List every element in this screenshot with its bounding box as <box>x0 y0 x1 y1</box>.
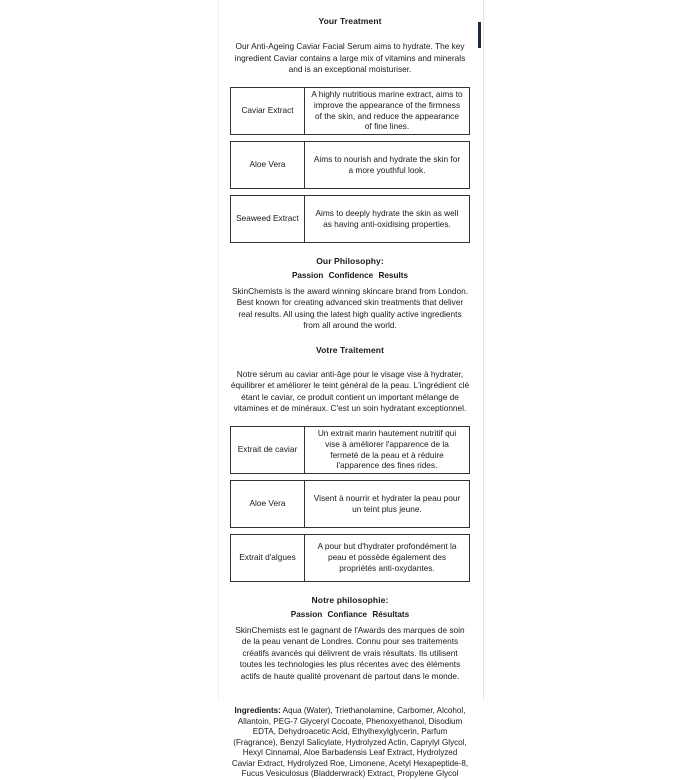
en-ingredient-caviar <box>230 87 470 135</box>
ingredient-desc: Un extrait marin hautement nutritif qui vise à améliorer l'apparence de la fermeté de la peau et à réduire l'apparence des fines rides. <box>317 427 457 471</box>
ingredient-name: Extrait d'algues <box>231 535 305 581</box>
en-philosophy-text: SkinChemists is the award winning skincare brand from London. Best known for creating advanced skin treatments that deliver real results. All using the latest high quality active ingredients from all around the world. <box>231 285 469 330</box>
edge-mark <box>478 22 481 48</box>
ingredient-desc: Visent à nourrir et hydrater la peau pour un teint plus jeune. <box>313 492 461 514</box>
en-title: Your Treatment <box>318 16 382 26</box>
ingredient-name: Caviar Extract <box>231 88 305 134</box>
leaflet-panel <box>230 10 470 780</box>
card-left-edge <box>218 0 219 700</box>
ingredient-name: Aloe Vera <box>231 142 305 188</box>
fr-philosophy-sub: Passion Confiance Résultats <box>290 609 410 619</box>
en-ingredient-seaweed <box>230 195 470 243</box>
ingredient-name: Seaweed Extract <box>231 196 305 242</box>
ingredient-name: Aloe Vera <box>231 481 305 527</box>
ingredients-label: Ingredients: <box>234 706 281 715</box>
ingredient-desc: A pour but d'hydrater profondément la peau et possède également des propriétés anti-oxydantes. <box>317 541 457 573</box>
fr-ingredient-algae <box>230 534 470 582</box>
en-philosophy-sub: Passion Confidence Results <box>291 270 409 280</box>
en-philosophy-title: Our Philosophy: <box>316 255 384 266</box>
ingredient-desc: Aims to nourish and hydrate the skin for a more youthful look. <box>313 153 461 175</box>
fr-philosophy-text: SkinChemists est le gagnant de l'Awards des marques de soin de la peau venant de Londres. Connu pour ses traitements créatifs avancés qui délivrent de vrais résultats. Ils utilisent toutes les technologies les plus récentes avec des éléments actifs de haute qualité provenant de partout dans le monde. <box>235 624 465 681</box>
ingredient-desc: Aims to deeply hydrate the skin as well as having anti-oxidising properties. <box>315 207 459 229</box>
en-ingredient-aloe <box>230 141 470 189</box>
fr-ingredient-aloe <box>230 480 470 528</box>
ingredient-name: Extrait de caviar <box>231 427 305 473</box>
fr-philosophy-title: Notre philosophie: <box>311 594 389 605</box>
en-intro: Our Anti-Ageing Caviar Facial Serum aims to hydrate. The key ingredient Caviar contains a large mix of vitamins and minerals and is an exceptional moisturiser. <box>234 41 466 74</box>
ingredients-block <box>230 706 470 780</box>
ingredients-list: Aqua (Water), Triethanolamine, Carbomer, Alcohol, Allantoin, PEG-7 Glyceryl Cocoate, Phenoxyethanol, Disodium EDTA, Dehydroacetic Acid, Ethylhexylglycerin, Parfum (Fragrance), Benzyl Salicylate, Hydrolyzed Actin, Caprylyl Glycol, Hexyl Cinnamal, Aloe Barbadensis Leaf Extract, Hydrolyzed Caviar Extract, Hydrolyzed Roe, Limonene, Acetyl Hexapeptide-8, Fucus Vesiculosus (Bladderwrack) Extract, Propylene Glycol <box>231 706 469 778</box>
fr-title: Votre Traitement <box>315 344 385 355</box>
fr-intro: Notre sérum au caviar anti-âge pour le visage vise à hydrater, équilibrer et améliorer le teint général de la peau. L'ingrédient clé étant le caviar, ce produit contient un important mélange de vitamines et de minéraux. C'est un soin hydratant exceptionnel. <box>230 368 470 413</box>
ingredient-desc: A highly nutritious marine extract, aims to improve the appearance of the firmness of the skin, and reduce the appearance of fine lines. <box>311 88 463 132</box>
fr-ingredient-caviar <box>230 426 470 474</box>
card-right-edge <box>483 0 484 700</box>
